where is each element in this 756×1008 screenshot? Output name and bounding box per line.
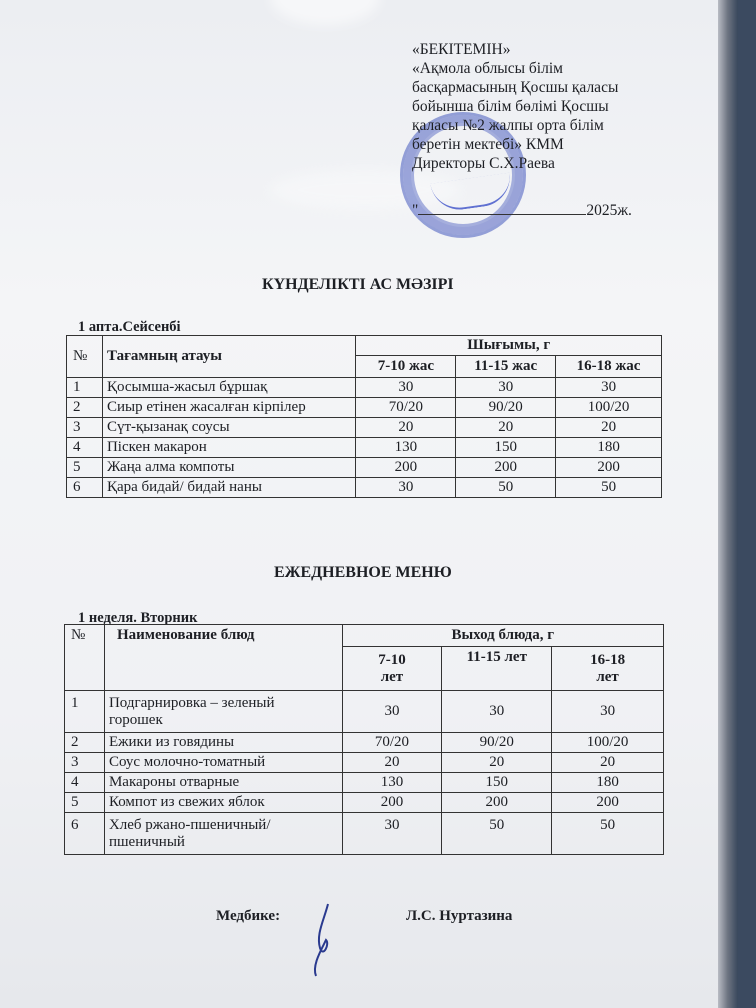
- row-number: 5: [65, 793, 105, 813]
- portion-16-18: 180: [552, 773, 664, 793]
- date-blank: [418, 214, 586, 215]
- approval-line: қаласы №2 жалпы орта білім: [412, 117, 604, 134]
- kz-week-day: 1 апта.Сейсенбі: [78, 319, 181, 335]
- table-row: [67, 478, 662, 498]
- age-header-16-18: [552, 647, 664, 691]
- portion-16-18: 200: [556, 458, 662, 478]
- portion-11-15: 50: [442, 813, 552, 855]
- approval-line: «БЕКІТЕМІН»: [412, 41, 511, 58]
- col-output-header: Выход блюда, г: [342, 625, 663, 647]
- portion-7-10: 30: [342, 691, 442, 733]
- portion-16-18: 20: [556, 418, 662, 438]
- nurse-name: Л.С. Нуртазина: [406, 908, 513, 924]
- col-name-header: Тағамның атауы: [102, 336, 356, 378]
- dish-name: Қара бидай/ бидай наны: [102, 478, 356, 498]
- approval-line: «Ақмола облысы білім: [412, 60, 563, 77]
- portion-11-15: 90/20: [456, 398, 556, 418]
- portion-16-18: 50: [556, 478, 662, 498]
- portion-11-15: 50: [456, 478, 556, 498]
- row-number: 4: [67, 438, 103, 458]
- dish-name-line: Подгарнировка – зеленый: [108, 694, 275, 711]
- approval-line: бойынша білім бөлімі Қосшы: [412, 98, 609, 115]
- age-header-line: лет: [596, 668, 619, 685]
- dish-name: Ежики из говядины: [104, 733, 342, 753]
- approval-block: [412, 40, 712, 173]
- age-header-7-10: [342, 647, 442, 691]
- table-row: [67, 458, 662, 478]
- table-row: [65, 793, 664, 813]
- kz-menu-table: [66, 335, 662, 498]
- ru-menu-table: [64, 624, 664, 855]
- table-row: [65, 813, 664, 855]
- age-header-11-15: 11-15 лет: [442, 647, 552, 691]
- dish-name: Компот из свежих яблок: [104, 793, 342, 813]
- dish-name-line: горошек: [108, 711, 163, 728]
- dish-name: Піскен макарон: [102, 438, 356, 458]
- approval-date: [412, 202, 632, 220]
- portion-11-15: 20: [442, 753, 552, 773]
- portion-16-18: 200: [552, 793, 664, 813]
- portion-7-10: 200: [342, 793, 442, 813]
- table-row: [65, 753, 664, 773]
- col-number-header: №: [65, 625, 105, 691]
- table-row: [67, 398, 662, 418]
- row-number: 1: [65, 691, 105, 733]
- age-header-16-18: 16-18 жас: [556, 356, 662, 378]
- dish-name: Сиыр етінен жасалған кірпілер: [102, 398, 356, 418]
- portion-16-18: 180: [556, 438, 662, 458]
- dish-name: Макароны отварные: [104, 773, 342, 793]
- kz-menu-title: КҮНДЕЛІКТІ АС МӘЗІРІ: [262, 276, 454, 293]
- row-number: 3: [67, 418, 103, 438]
- table-row: [65, 773, 664, 793]
- portion-7-10: 30: [356, 478, 456, 498]
- dish-name: Жаңа алма компоты: [102, 458, 356, 478]
- col-name-header: Наименование блюд: [104, 625, 342, 691]
- approval-line: басқармасының Қосшы қаласы: [412, 79, 619, 96]
- portion-11-15: 200: [456, 458, 556, 478]
- table-row: [65, 733, 664, 753]
- portion-11-15: 150: [456, 438, 556, 458]
- portion-7-10: 70/20: [356, 398, 456, 418]
- portion-7-10: 200: [356, 458, 456, 478]
- portion-7-10: 130: [356, 438, 456, 458]
- nurse-signature: [306, 900, 346, 980]
- dish-name: Соус молочно-томатный: [104, 753, 342, 773]
- portion-16-18: 30: [552, 691, 664, 733]
- ru-week-day: 1 неделя. Вторник: [78, 610, 198, 626]
- portion-11-15: 90/20: [442, 733, 552, 753]
- row-number: 1: [67, 378, 103, 398]
- portion-7-10: 20: [356, 418, 456, 438]
- row-number: 3: [65, 753, 105, 773]
- table-row: [67, 418, 662, 438]
- portion-11-15: 20: [456, 418, 556, 438]
- row-number: 4: [65, 773, 105, 793]
- row-number: 2: [65, 733, 105, 753]
- age-header-line: 7-10: [378, 651, 406, 668]
- age-header-7-10: 7-10 жас: [356, 356, 456, 378]
- portion-11-15: 200: [442, 793, 552, 813]
- background-edge-dark: [738, 0, 756, 1008]
- approval-line: беретін мектебі» КММ: [412, 136, 564, 153]
- row-number: 5: [67, 458, 103, 478]
- portion-7-10: 30: [342, 813, 442, 855]
- table-row: [67, 438, 662, 458]
- dish-name: Қосымша-жасыл бұршақ: [102, 378, 356, 398]
- date-year: 2025ж.: [586, 202, 632, 219]
- portion-11-15: 150: [442, 773, 552, 793]
- portion-16-18: 30: [556, 378, 662, 398]
- date-prefix: ": [412, 202, 419, 219]
- portion-11-15: 30: [456, 378, 556, 398]
- portion-16-18: 100/20: [552, 733, 664, 753]
- dish-name: Сүт-қызанақ соусы: [102, 418, 356, 438]
- col-number-header: №: [67, 336, 103, 378]
- age-header-11-15: 11-15 жас: [456, 356, 556, 378]
- nurse-role-label: Медбике:: [216, 908, 281, 924]
- age-header-line: лет: [380, 668, 404, 685]
- dish-name-line: пшеничный: [108, 833, 185, 850]
- portion-7-10: 20: [342, 753, 442, 773]
- portion-16-18: 20: [552, 753, 664, 773]
- table-row: [67, 378, 662, 398]
- row-number: 2: [67, 398, 103, 418]
- col-output-header: Шығымы, г: [356, 336, 662, 356]
- ru-menu-title: ЕЖЕДНЕВНОЕ МЕНЮ: [274, 564, 452, 581]
- portion-7-10: 30: [356, 378, 456, 398]
- row-number: 6: [67, 478, 103, 498]
- portion-11-15: 30: [442, 691, 552, 733]
- portion-7-10: 70/20: [342, 733, 442, 753]
- dish-name-line: Хлеб ржано-пшеничный/: [108, 816, 271, 833]
- approval-line: Директоры С.Х.Раева: [412, 155, 555, 172]
- table-row: [65, 691, 664, 733]
- portion-7-10: 130: [342, 773, 442, 793]
- portion-16-18: 100/20: [556, 398, 662, 418]
- row-number: 6: [65, 813, 105, 855]
- dish-name: [104, 691, 342, 733]
- age-header-line: 16-18: [590, 651, 626, 668]
- portion-16-18: 50: [552, 813, 664, 855]
- dish-name: [104, 813, 342, 855]
